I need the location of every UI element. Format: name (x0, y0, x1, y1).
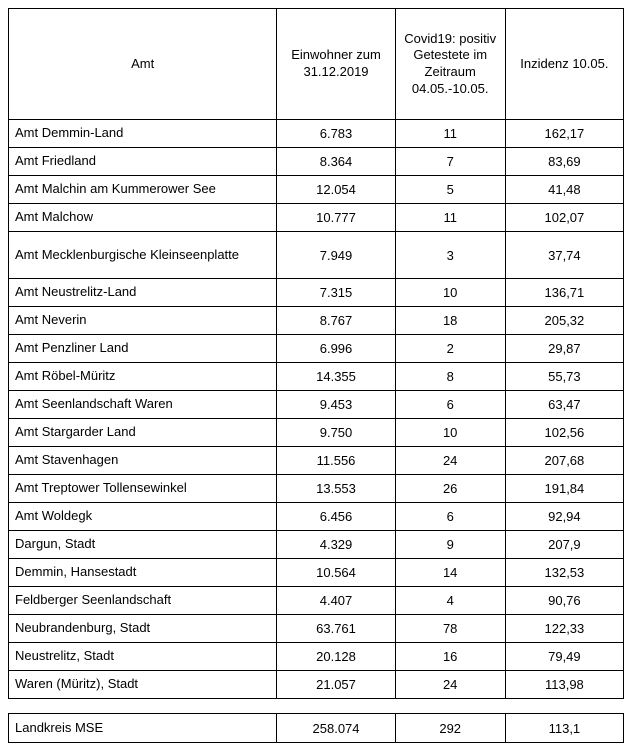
cell-amt: Dargun, Stadt (9, 531, 277, 559)
cell-cases: 4 (395, 587, 505, 615)
cell-cases: 14 (395, 559, 505, 587)
cell-cases: 24 (395, 447, 505, 475)
table-row (9, 363, 624, 391)
table-row (9, 279, 624, 307)
cell-amt: Amt Röbel-Müritz (9, 363, 277, 391)
cell-amt: Amt Seenlandschaft Waren (9, 391, 277, 419)
cell-cases: 11 (395, 120, 505, 148)
cell-incidence: 136,71 (505, 279, 623, 307)
cell-population: 11.556 (277, 447, 395, 475)
cell-amt: Amt Mecklenburgische Kleinseenplatte (9, 232, 277, 279)
table-row (9, 559, 624, 587)
cell-amt: Amt Stavenhagen (9, 447, 277, 475)
cell-cases: 2 (395, 335, 505, 363)
cell-population: 7.949 (277, 232, 395, 279)
table-row (9, 148, 624, 176)
table-row (9, 391, 624, 419)
cell-cases: 10 (395, 279, 505, 307)
table-row (9, 120, 624, 148)
cell-population: 6.996 (277, 335, 395, 363)
table-header-row (9, 9, 624, 120)
cell-cases: 3 (395, 232, 505, 279)
cell-cases: 16 (395, 643, 505, 671)
cell-amt: Amt Malchow (9, 204, 277, 232)
cell-incidence: 207,9 (505, 531, 623, 559)
cell-population: 20.128 (277, 643, 395, 671)
cell-population: 8.767 (277, 307, 395, 335)
table-row (9, 475, 624, 503)
cell-amt: Amt Friedland (9, 148, 277, 176)
cell-amt: Amt Malchin am Kummerower See (9, 176, 277, 204)
table-header (9, 9, 624, 120)
table-row (9, 615, 624, 643)
cell-cases: 7 (395, 148, 505, 176)
cell-incidence: 162,17 (505, 120, 623, 148)
summary-table (8, 713, 624, 743)
cell-population: 4.407 (277, 587, 395, 615)
cell-amt: Neustrelitz, Stadt (9, 643, 277, 671)
cell-population: 9.750 (277, 419, 395, 447)
cell-incidence: 205,32 (505, 307, 623, 335)
cell-incidence: 102,07 (505, 204, 623, 232)
cell-population: 4.329 (277, 531, 395, 559)
cell-population: 9.453 (277, 391, 395, 419)
cell-incidence: 55,73 (505, 363, 623, 391)
table-row (9, 531, 624, 559)
cell-cases: 26 (395, 475, 505, 503)
cell-population: 12.054 (277, 176, 395, 204)
table-row (9, 447, 624, 475)
cell-incidence: 37,74 (505, 232, 623, 279)
cell-amt: Amt Neverin (9, 307, 277, 335)
cell-population: 10.777 (277, 204, 395, 232)
cell-amt: Demmin, Hansestadt (9, 559, 277, 587)
cell-cases: 8 (395, 363, 505, 391)
table-row (9, 419, 624, 447)
cell-population: 21.057 (277, 671, 395, 699)
table-row (9, 176, 624, 204)
cell-incidence: 63,47 (505, 391, 623, 419)
cell-incidence: 29,87 (505, 335, 623, 363)
summary-cell-population: 258.074 (277, 714, 395, 743)
cell-population: 63.761 (277, 615, 395, 643)
cell-cases: 5 (395, 176, 505, 204)
cell-incidence: 79,49 (505, 643, 623, 671)
cell-population: 7.315 (277, 279, 395, 307)
cell-amt: Amt Demmin-Land (9, 120, 277, 148)
cell-incidence: 132,53 (505, 559, 623, 587)
table-body (9, 120, 624, 699)
cell-amt: Amt Stargarder Land (9, 419, 277, 447)
cell-cases: 24 (395, 671, 505, 699)
table-spacer (8, 699, 624, 713)
cell-population: 10.564 (277, 559, 395, 587)
table-row (9, 587, 624, 615)
table-row (9, 671, 624, 699)
cell-cases: 9 (395, 531, 505, 559)
incidence-table (8, 8, 624, 699)
cell-cases: 18 (395, 307, 505, 335)
cell-amt: Amt Treptower Tollensewinkel (9, 475, 277, 503)
cell-incidence: 122,33 (505, 615, 623, 643)
cell-incidence: 92,94 (505, 503, 623, 531)
summary-cell-incidence: 113,1 (505, 714, 623, 743)
cell-cases: 6 (395, 391, 505, 419)
cell-amt: Feldberger Seenlandschaft (9, 587, 277, 615)
cell-cases: 10 (395, 419, 505, 447)
cell-population: 13.553 (277, 475, 395, 503)
cell-population: 6.783 (277, 120, 395, 148)
cell-population: 14.355 (277, 363, 395, 391)
cell-amt: Amt Woldegk (9, 503, 277, 531)
summary-cell-cases: 292 (395, 714, 505, 743)
table-row (9, 232, 624, 279)
summary-row (9, 714, 624, 743)
column-header-population: Einwohner zum 31.12.2019 (277, 9, 395, 120)
table-row (9, 643, 624, 671)
cell-incidence: 191,84 (505, 475, 623, 503)
cell-amt: Waren (Müritz), Stadt (9, 671, 277, 699)
cell-amt: Amt Neustrelitz-Land (9, 279, 277, 307)
cell-incidence: 113,98 (505, 671, 623, 699)
cell-incidence: 207,68 (505, 447, 623, 475)
table-row (9, 335, 624, 363)
cell-cases: 78 (395, 615, 505, 643)
column-header-amt: Amt (9, 9, 277, 120)
cell-cases: 6 (395, 503, 505, 531)
cell-incidence: 83,69 (505, 148, 623, 176)
cell-population: 6.456 (277, 503, 395, 531)
cell-population: 8.364 (277, 148, 395, 176)
cell-incidence: 102,56 (505, 419, 623, 447)
cell-incidence: 90,76 (505, 587, 623, 615)
column-header-cases: Covid19: positiv Getestete im Zeitraum 04.05.-10.05. (395, 9, 505, 120)
summary-cell-amt: Landkreis MSE (9, 714, 277, 743)
column-header-incidence: Inzidenz 10.05. (505, 9, 623, 120)
cell-amt: Neubrandenburg, Stadt (9, 615, 277, 643)
cell-incidence: 41,48 (505, 176, 623, 204)
cell-cases: 11 (395, 204, 505, 232)
table-row (9, 503, 624, 531)
table-row (9, 204, 624, 232)
table-row (9, 307, 624, 335)
cell-amt: Amt Penzliner Land (9, 335, 277, 363)
